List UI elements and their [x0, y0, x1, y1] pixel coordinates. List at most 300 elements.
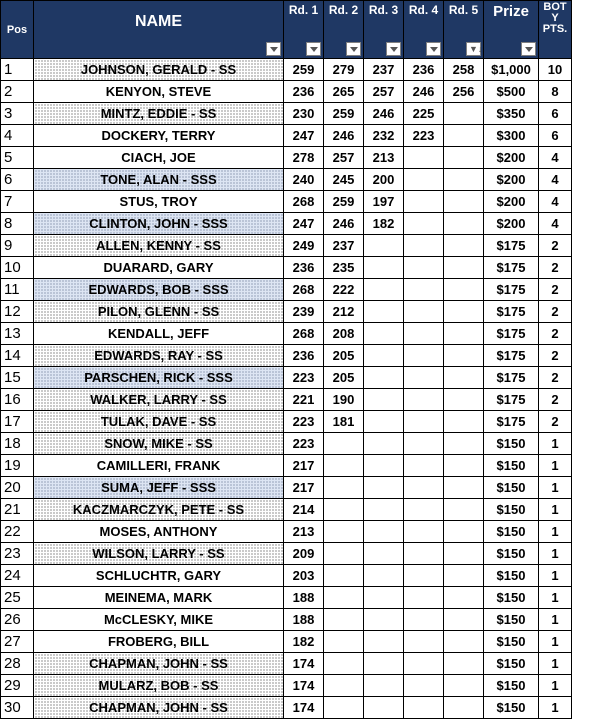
cell-pos: 4: [1, 125, 34, 147]
cell-rd5: 258: [444, 59, 484, 81]
cell-rd4: 246: [404, 81, 444, 103]
cell-name: EDWARDS, BOB - SSS: [34, 279, 284, 301]
table-row: [1, 301, 590, 323]
cell-rd5: 256: [444, 81, 484, 103]
cell-rd2: 222: [324, 279, 364, 301]
cell-rd1: 174: [284, 697, 324, 719]
cell-rd2: [324, 587, 364, 609]
cell-rd2: 237: [324, 235, 364, 257]
cell-pos: 16: [1, 389, 34, 411]
cell-pts: 8: [539, 81, 572, 103]
cell-rd1: 268: [284, 279, 324, 301]
header-rd4-label: Rd. 4: [409, 3, 438, 17]
cell-name: PILON, GLENN - SS: [34, 301, 284, 323]
cell-rd1: 249: [284, 235, 324, 257]
table-row: [1, 499, 590, 521]
cell-prize: $150: [484, 499, 539, 521]
cell-rd1: 236: [284, 257, 324, 279]
cell-pts: 6: [539, 125, 572, 147]
cell-rd2: 279: [324, 59, 364, 81]
cell-prize: $350: [484, 103, 539, 125]
cell-pts: 2: [539, 345, 572, 367]
cell-blank: [572, 411, 590, 433]
cell-rd3: [364, 499, 404, 521]
cell-pos: 10: [1, 257, 34, 279]
cell-rd1: 217: [284, 455, 324, 477]
cell-name: CHAPMAN, JOHN - SS: [34, 697, 284, 719]
table-row: [1, 191, 590, 213]
cell-pos: 11: [1, 279, 34, 301]
cell-rd5: [444, 345, 484, 367]
cell-pos: 25: [1, 587, 34, 609]
cell-prize: $175: [484, 279, 539, 301]
cell-blank: [572, 103, 590, 125]
cell-prize: $200: [484, 169, 539, 191]
cell-rd5: [444, 653, 484, 675]
cell-pts: 1: [539, 499, 572, 521]
cell-rd1: 223: [284, 433, 324, 455]
cell-rd1: 182: [284, 631, 324, 653]
cell-prize: $300: [484, 125, 539, 147]
cell-pts: 2: [539, 235, 572, 257]
cell-name: TULAK, DAVE - SS: [34, 411, 284, 433]
cell-rd2: [324, 521, 364, 543]
cell-pos: 18: [1, 433, 34, 455]
rd3-filter-button[interactable]: [386, 42, 401, 56]
cell-pts: 4: [539, 169, 572, 191]
rd2-filter-button[interactable]: [346, 42, 361, 56]
cell-blank: [572, 631, 590, 653]
cell-pts: 2: [539, 301, 572, 323]
table-row: [1, 477, 590, 499]
cell-rd4: [404, 191, 444, 213]
cell-name: SUMA, JEFF - SSS: [34, 477, 284, 499]
cell-blank: [572, 323, 590, 345]
table-row: [1, 455, 590, 477]
cell-pos: 30: [1, 697, 34, 719]
dropdown-arrow-icon: [310, 47, 318, 52]
cell-rd5: [444, 455, 484, 477]
rd4-filter-button[interactable]: [426, 42, 441, 56]
cell-rd3: 257: [364, 81, 404, 103]
cell-prize: $175: [484, 367, 539, 389]
cell-rd5: [444, 301, 484, 323]
cell-name: KENYON, STEVE: [34, 81, 284, 103]
table-row: [1, 411, 590, 433]
cell-pts: 4: [539, 191, 572, 213]
cell-pts: 10: [539, 59, 572, 81]
cell-name: FROBERG, BILL: [34, 631, 284, 653]
cell-rd4: [404, 675, 444, 697]
cell-prize: $200: [484, 191, 539, 213]
cell-rd5: [444, 147, 484, 169]
cell-rd5: [444, 521, 484, 543]
cell-rd1: 214: [284, 499, 324, 521]
cell-rd1: 239: [284, 301, 324, 323]
cell-rd5: [444, 257, 484, 279]
cell-pos: 7: [1, 191, 34, 213]
cell-rd3: [364, 543, 404, 565]
cell-rd4: [404, 367, 444, 389]
cell-name: MINTZ, EDDIE - SS: [34, 103, 284, 125]
cell-pos: 8: [1, 213, 34, 235]
cell-rd2: 246: [324, 213, 364, 235]
cell-prize: $175: [484, 301, 539, 323]
cell-rd4: [404, 477, 444, 499]
cell-rd2: 208: [324, 323, 364, 345]
table-row: [1, 59, 590, 81]
cell-prize: $150: [484, 565, 539, 587]
header-blank-column: [572, 1, 590, 59]
cell-rd4: 225: [404, 103, 444, 125]
table-row: [1, 81, 590, 103]
cell-rd5: [444, 411, 484, 433]
header-row: [1, 1, 590, 59]
cell-name: CAMILLERI, FRANK: [34, 455, 284, 477]
cell-rd5: [444, 697, 484, 719]
cell-rd3: [364, 345, 404, 367]
dropdown-arrow-icon: [270, 47, 278, 52]
cell-rd3: [364, 257, 404, 279]
cell-rd4: [404, 565, 444, 587]
cell-rd3: [364, 433, 404, 455]
cell-name: EDWARDS, RAY - SS: [34, 345, 284, 367]
cell-pos: 17: [1, 411, 34, 433]
table-row: [1, 587, 590, 609]
cell-pts: 4: [539, 213, 572, 235]
cell-rd2: 259: [324, 191, 364, 213]
cell-rd4: [404, 499, 444, 521]
table-row: [1, 389, 590, 411]
header-boty-line3: PTS.: [543, 23, 567, 35]
dropdown-arrow-icon: [350, 47, 358, 52]
cell-prize: $175: [484, 345, 539, 367]
rd5-sort-filter-button[interactable]: [466, 42, 481, 56]
cell-prize: $150: [484, 455, 539, 477]
cell-rd5: [444, 323, 484, 345]
cell-prize: $150: [484, 609, 539, 631]
cell-pos: 3: [1, 103, 34, 125]
cell-rd1: 223: [284, 367, 324, 389]
cell-rd5: [444, 433, 484, 455]
cell-name: CHAPMAN, JOHN - SS: [34, 653, 284, 675]
cell-blank: [572, 675, 590, 697]
cell-rd3: 246: [364, 103, 404, 125]
header-rd1: [284, 1, 324, 59]
cell-prize: $150: [484, 433, 539, 455]
cell-pos: 1: [1, 59, 34, 81]
cell-name: JOHNSON, GERALD - SS: [34, 59, 284, 81]
cell-blank: [572, 565, 590, 587]
cell-pts: 4: [539, 147, 572, 169]
cell-blank: [572, 235, 590, 257]
cell-rd4: [404, 455, 444, 477]
cell-rd1: 236: [284, 345, 324, 367]
cell-pos: 14: [1, 345, 34, 367]
table-row: [1, 257, 590, 279]
cell-rd4: [404, 411, 444, 433]
cell-pos: 2: [1, 81, 34, 103]
cell-rd3: [364, 609, 404, 631]
cell-rd3: 200: [364, 169, 404, 191]
cell-rd3: [364, 565, 404, 587]
cell-pts: 1: [539, 609, 572, 631]
cell-rd1: 259: [284, 59, 324, 81]
cell-rd5: [444, 543, 484, 565]
prize-filter-button[interactable]: [521, 42, 536, 56]
cell-name: PARSCHEN, RICK - SSS: [34, 367, 284, 389]
name-filter-button[interactable]: [266, 42, 281, 56]
cell-rd5: [444, 631, 484, 653]
cell-rd3: [364, 653, 404, 675]
cell-rd4: [404, 697, 444, 719]
cell-rd5: [444, 125, 484, 147]
cell-prize: $1,000: [484, 59, 539, 81]
cell-blank: [572, 389, 590, 411]
cell-rd2: [324, 477, 364, 499]
cell-rd2: [324, 455, 364, 477]
cell-pts: 1: [539, 455, 572, 477]
cell-name: SNOW, MIKE - SS: [34, 433, 284, 455]
cell-blank: [572, 345, 590, 367]
cell-name: KENDALL, JEFF: [34, 323, 284, 345]
cell-blank: [572, 59, 590, 81]
table-row: [1, 323, 590, 345]
cell-blank: [572, 169, 590, 191]
cell-rd4: 223: [404, 125, 444, 147]
cell-rd5: [444, 565, 484, 587]
table-row: [1, 521, 590, 543]
cell-prize: $175: [484, 323, 539, 345]
cell-rd3: [364, 389, 404, 411]
cell-prize: $200: [484, 147, 539, 169]
cell-rd3: 197: [364, 191, 404, 213]
header-rd2: [324, 1, 364, 59]
cell-prize: $150: [484, 477, 539, 499]
header-rd2-label: Rd. 2: [329, 3, 358, 17]
cell-name: ALLEN, KENNY - SS: [34, 235, 284, 257]
cell-rd5: [444, 587, 484, 609]
cell-name: TONE, ALAN - SSS: [34, 169, 284, 191]
cell-rd3: [364, 477, 404, 499]
cell-name: CIACH, JOE: [34, 147, 284, 169]
cell-rd1: 230: [284, 103, 324, 125]
cell-blank: [572, 543, 590, 565]
cell-rd3: [364, 301, 404, 323]
cell-blank: [572, 147, 590, 169]
cell-pts: 6: [539, 103, 572, 125]
cell-rd3: [364, 323, 404, 345]
cell-prize: $200: [484, 213, 539, 235]
cell-prize: $150: [484, 543, 539, 565]
dropdown-arrow-icon: [430, 47, 438, 52]
cell-rd1: 247: [284, 213, 324, 235]
table-row: [1, 697, 590, 719]
cell-pos: 13: [1, 323, 34, 345]
cell-blank: [572, 213, 590, 235]
table-row: [1, 433, 590, 455]
cell-rd4: [404, 169, 444, 191]
dropdown-arrow-icon: [525, 47, 533, 52]
cell-rd2: 246: [324, 125, 364, 147]
cell-rd4: [404, 345, 444, 367]
cell-rd5: [444, 477, 484, 499]
cell-pts: 1: [539, 565, 572, 587]
cell-rd1: 278: [284, 147, 324, 169]
cell-prize: $175: [484, 235, 539, 257]
header-boty-line1: BOT: [543, 1, 566, 13]
cell-rd2: [324, 631, 364, 653]
cell-name: DOCKERY, TERRY: [34, 125, 284, 147]
cell-rd2: 181: [324, 411, 364, 433]
cell-blank: [572, 125, 590, 147]
cell-blank: [572, 455, 590, 477]
cell-blank: [572, 279, 590, 301]
cell-rd2: 265: [324, 81, 364, 103]
cell-rd4: [404, 631, 444, 653]
cell-rd1: 268: [284, 191, 324, 213]
cell-name: KACZMARCZYK, PETE - SS: [34, 499, 284, 521]
cell-rd4: [404, 235, 444, 257]
cell-prize: $150: [484, 675, 539, 697]
cell-pos: 29: [1, 675, 34, 697]
cell-pts: 1: [539, 653, 572, 675]
cell-rd3: [364, 411, 404, 433]
cell-pts: 1: [539, 631, 572, 653]
cell-pos: 19: [1, 455, 34, 477]
cell-pts: 2: [539, 323, 572, 345]
header-prize: [484, 1, 539, 59]
cell-pos: 27: [1, 631, 34, 653]
cell-prize: $150: [484, 631, 539, 653]
cell-blank: [572, 697, 590, 719]
cell-prize: $150: [484, 653, 539, 675]
cell-rd4: [404, 301, 444, 323]
header-rd3-label: Rd. 3: [369, 3, 398, 17]
cell-prize: $175: [484, 411, 539, 433]
cell-pts: 2: [539, 411, 572, 433]
header-rd4: [404, 1, 444, 59]
rd1-filter-button[interactable]: [306, 42, 321, 56]
cell-pos: 26: [1, 609, 34, 631]
cell-name: WALKER, LARRY - SS: [34, 389, 284, 411]
cell-pos: 5: [1, 147, 34, 169]
table-row: [1, 675, 590, 697]
cell-pos: 28: [1, 653, 34, 675]
cell-rd2: [324, 499, 364, 521]
cell-rd3: [364, 587, 404, 609]
cell-rd2: [324, 697, 364, 719]
cell-rd4: [404, 433, 444, 455]
cell-rd1: 213: [284, 521, 324, 543]
cell-pos: 21: [1, 499, 34, 521]
header-boty-pts: [539, 1, 572, 59]
header-rd5-label: Rd. 5: [449, 3, 478, 17]
cell-rd4: 236: [404, 59, 444, 81]
cell-rd2: 205: [324, 367, 364, 389]
cell-rd1: 221: [284, 389, 324, 411]
cell-blank: [572, 499, 590, 521]
table-row: [1, 103, 590, 125]
table-row: [1, 213, 590, 235]
cell-rd1: 203: [284, 565, 324, 587]
cell-pos: 23: [1, 543, 34, 565]
table-row: [1, 609, 590, 631]
cell-name: CLINTON, JOHN - SSS: [34, 213, 284, 235]
cell-rd1: 188: [284, 587, 324, 609]
cell-rd5: [444, 389, 484, 411]
cell-rd3: [364, 367, 404, 389]
cell-rd5: [444, 169, 484, 191]
cell-rd2: [324, 653, 364, 675]
cell-prize: $175: [484, 257, 539, 279]
cell-name: McCLESKY, MIKE: [34, 609, 284, 631]
cell-rd1: 209: [284, 543, 324, 565]
table-body: [1, 59, 590, 719]
cell-pts: 2: [539, 257, 572, 279]
cell-name: MOSES, ANTHONY: [34, 521, 284, 543]
cell-rd3: [364, 235, 404, 257]
cell-name: STUS, TROY: [34, 191, 284, 213]
sort-descending-filter-icon: ▼↓: [469, 43, 482, 55]
cell-rd1: 217: [284, 477, 324, 499]
cell-pos: 24: [1, 565, 34, 587]
cell-rd2: [324, 675, 364, 697]
cell-rd5: [444, 103, 484, 125]
cell-rd2: [324, 609, 364, 631]
cell-rd5: [444, 367, 484, 389]
cell-rd3: 237: [364, 59, 404, 81]
cell-prize: $150: [484, 587, 539, 609]
table-row: [1, 367, 590, 389]
cell-pts: 1: [539, 521, 572, 543]
cell-rd3: 182: [364, 213, 404, 235]
cell-blank: [572, 81, 590, 103]
cell-pts: 1: [539, 433, 572, 455]
cell-rd5: [444, 279, 484, 301]
cell-rd3: [364, 697, 404, 719]
table-row: [1, 169, 590, 191]
cell-blank: [572, 257, 590, 279]
cell-rd5: [444, 213, 484, 235]
cell-blank: [572, 301, 590, 323]
cell-rd2: [324, 565, 364, 587]
cell-rd5: [444, 235, 484, 257]
header-pos: Pos: [1, 1, 34, 59]
cell-prize: $175: [484, 389, 539, 411]
cell-rd4: [404, 323, 444, 345]
cell-rd4: [404, 213, 444, 235]
header-prize-label: Prize: [493, 3, 529, 20]
cell-rd2: 257: [324, 147, 364, 169]
cell-pos: 6: [1, 169, 34, 191]
table-row: [1, 565, 590, 587]
cell-rd2: 235: [324, 257, 364, 279]
cell-pos: 12: [1, 301, 34, 323]
cell-name: SCHLUCHTR, GARY: [34, 565, 284, 587]
cell-rd5: [444, 609, 484, 631]
header-boty-line2: Y: [551, 12, 558, 24]
cell-rd4: [404, 653, 444, 675]
header-name-label: NAME: [135, 13, 182, 30]
cell-rd4: [404, 587, 444, 609]
cell-rd2: 259: [324, 103, 364, 125]
cell-rd1: 247: [284, 125, 324, 147]
cell-rd5: [444, 191, 484, 213]
cell-name: DUARARD, GARY: [34, 257, 284, 279]
table-row: [1, 235, 590, 257]
cell-blank: [572, 477, 590, 499]
